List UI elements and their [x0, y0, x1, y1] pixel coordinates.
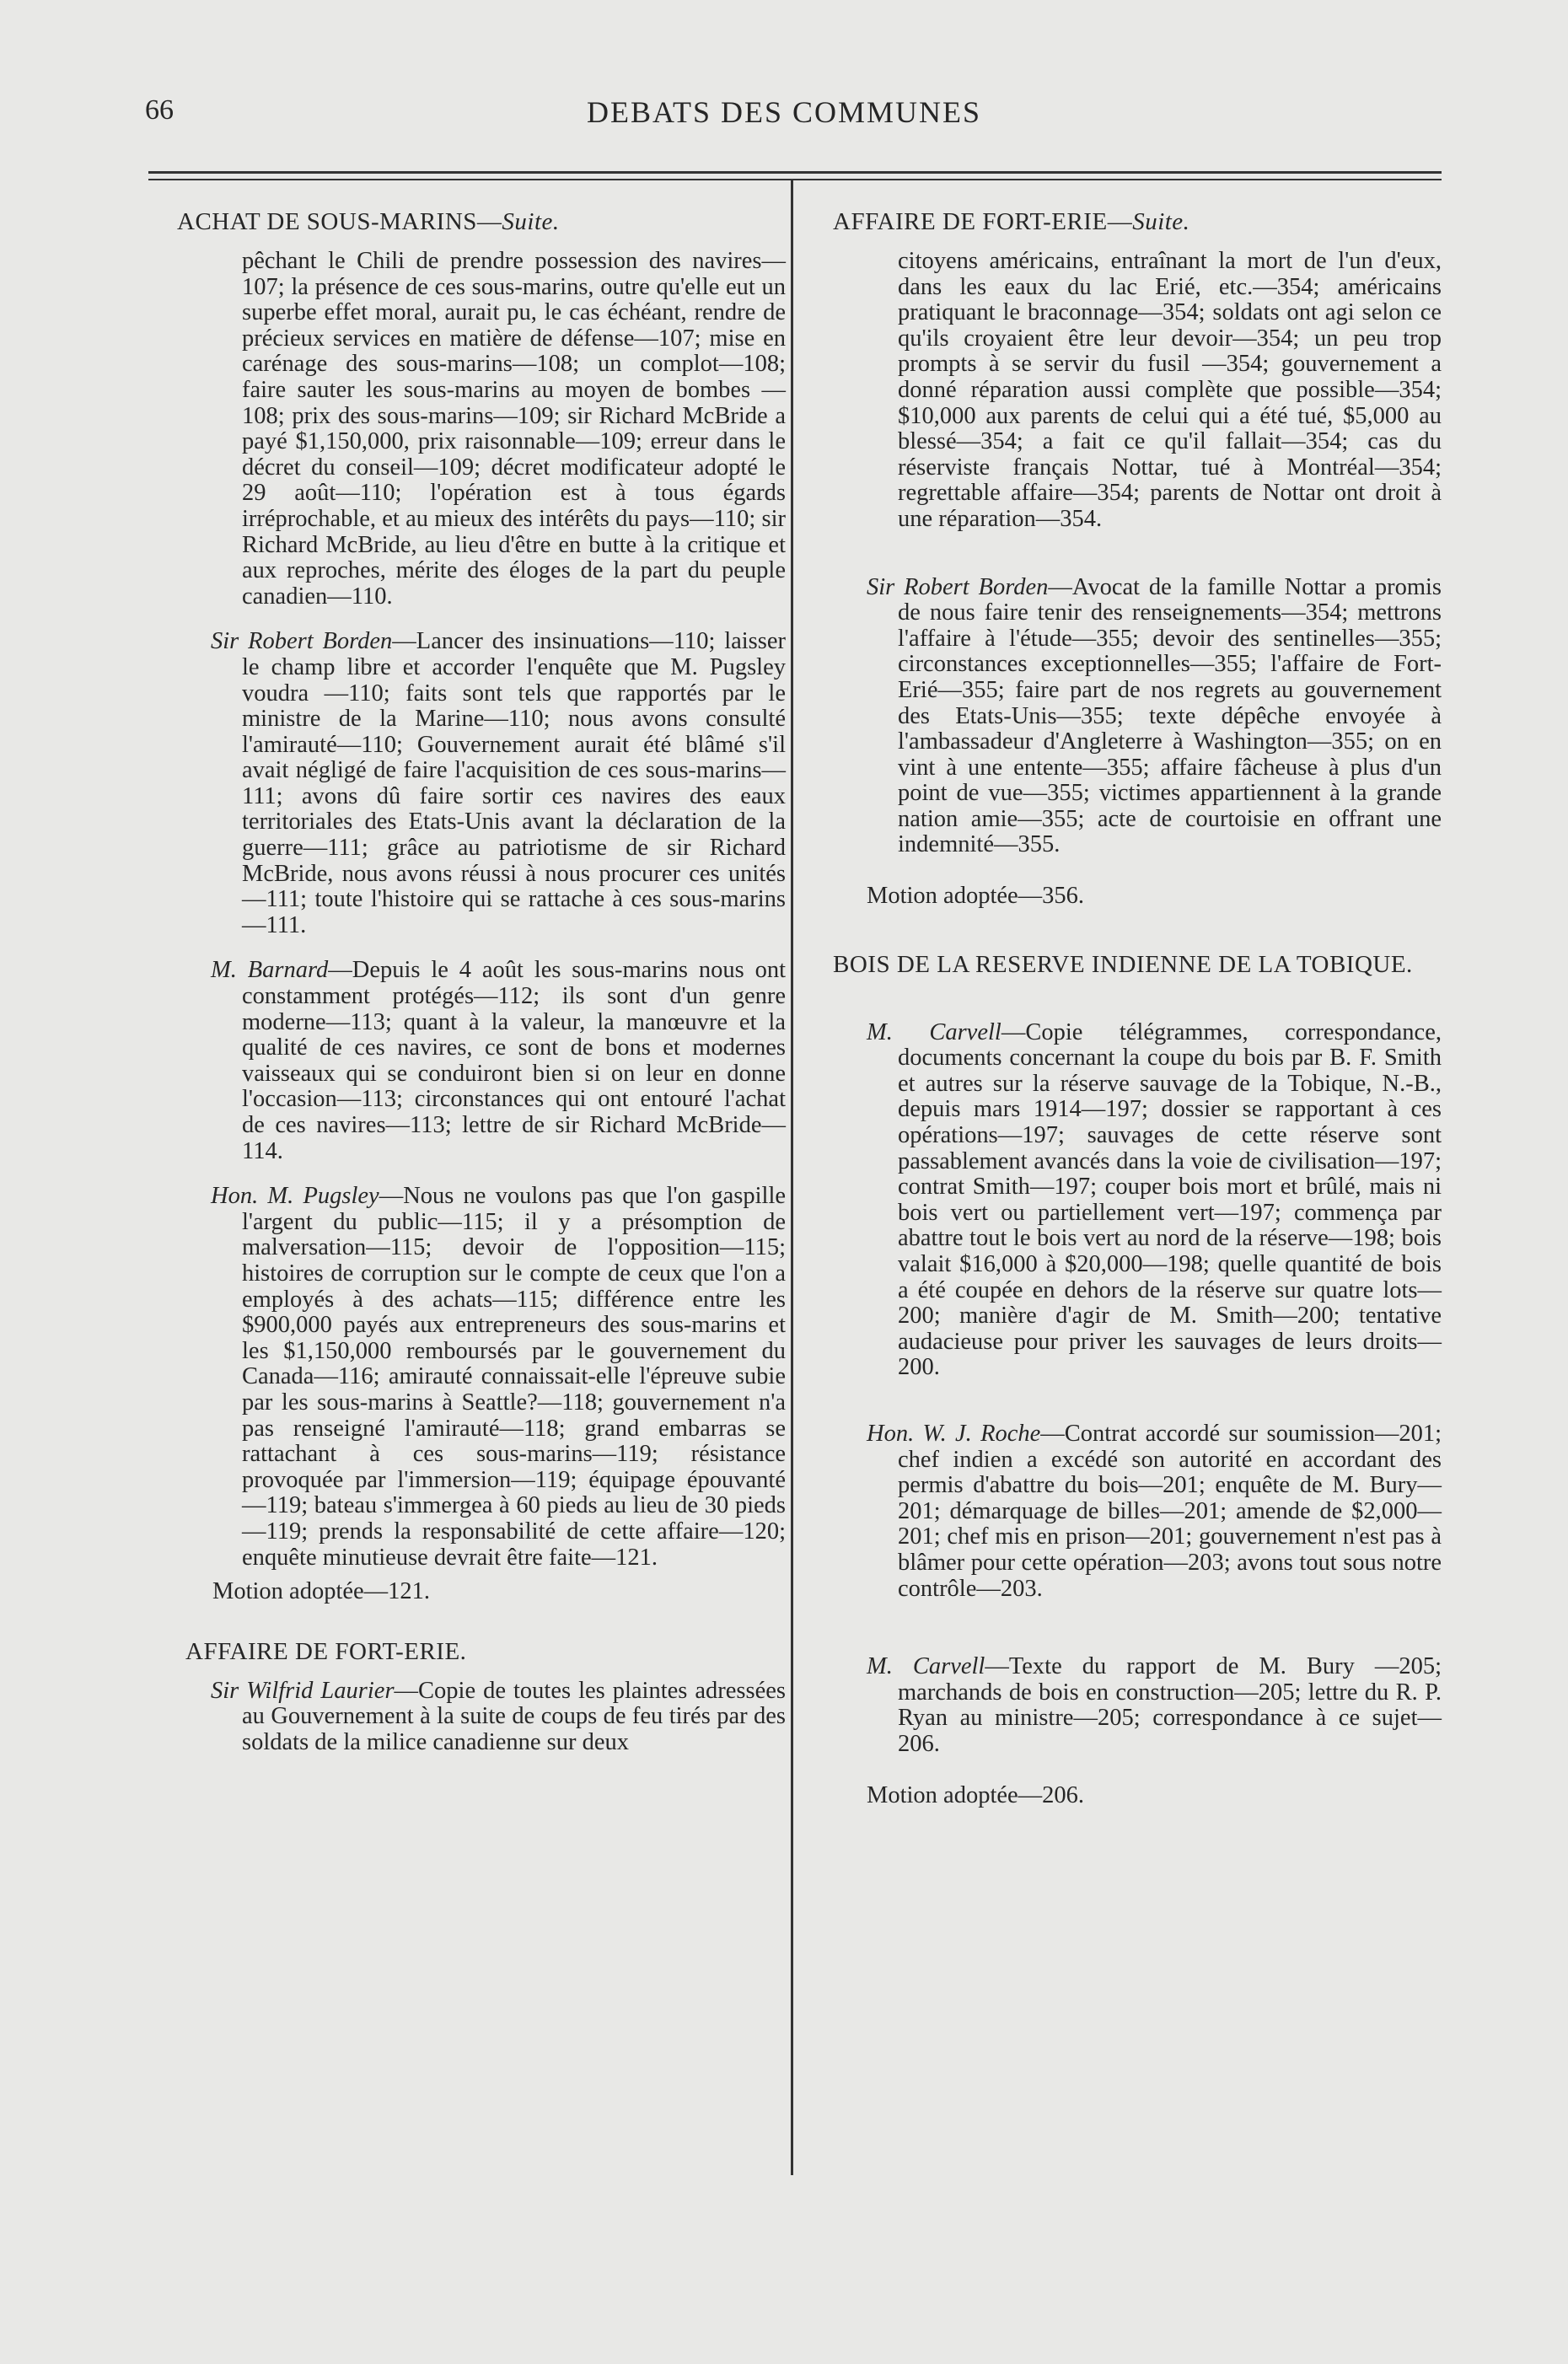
column-divider — [791, 180, 793, 2175]
entry-text: —Copie de toutes les plaintes adressées au Gouvernement à la suite de coups de feu tirés par des soldats de la milice canadienne sur deux — [242, 1677, 786, 1755]
entry-text: —Lancer des insinuations—110; laisser le champ libre et accorder l'enquête que M. Pugsley voudra —110; faits sont tels que rapportés par le ministre de la Marine—110; nous avons consulté l'amirauté—110; Gouvernement aurait été blâmé s'il avait négligé de faire l'acquisition de ces sous-marins—111; avons dû faire sortir ces navires des eaux territoriales des Etats-Unis avant la déclaration de la guerre—111; grâce au patriotisme de sir Richard McBride, nous avons réussi à nous procurer ces unités—111; toute l'histoire qui se rattache à ces sous-marins—111. — [242, 628, 786, 938]
section-title: AFFAIRE DE FORT-ERIE—Suite. — [833, 208, 1190, 235]
index-entry — [833, 1654, 1442, 1757]
page-number: 66 — [145, 94, 174, 126]
motion-result: Motion adoptée—121. — [212, 1578, 431, 1605]
entry-text: —Depuis le 4 août les sous-marins nous ont constamment protégés—112; ils sont d'un genre moderne—113; quant à la valeur, la manœuvre et la qualité de ces navires, ce sont de bons et modernes vaisseaux qui se conduiront bien si on leur en donne l'occasion—113; circonstances qui ont entouré l'achat de ces navires—113; lettre de sir Richard McBride—114. — [242, 957, 786, 1164]
entry-text: —Nous ne voulons pas que l'on gaspille l'argent du public—115; il y a présomption de malversation—115; devoir de l'opposition—115; histoires de corruption sur le compte de ceux que l'on a employés à des achats—115; différence entre les $900,000 payés aux entrepreneurs des sous-marins et les $1,150,000 remboursés par le gouvernement du Canada—116; amirauté connaissait-elle l'épreuve subie par les sous-marins à Seattle?—118; gouvernement n'a pas renseigné l'amirauté—118; grand embarras se rattachant à ces sous-marins—119; résistance provoquée par l'immersion—119; équipage épouvanté—119; bateau s'immergea à 60 pieds au lieu de 30 pieds—119; prends la responsabilité de cette affaire—120; enquête minutieuse devrait être faite—121. — [242, 1183, 787, 1571]
section-title: BOIS DE LA RESERVE INDIENNE DE LA TOBIQUE. — [833, 950, 1413, 978]
index-entry — [177, 1184, 786, 1571]
speaker-name: M. Carvell — [867, 1653, 985, 1680]
left-column — [177, 209, 786, 1775]
entry-text: —Copie télégrammes, correspondance, documents concernant la coupe du bois par B. F. Smith et autres sur la réserve sauvage de la Tobique, N.-B., depuis mars 1914—197; dossier se rapportant à ces opérations—197; sauvages de cette réserve sont passablement avancés dans la voie de civilisation—197; contrat Smith—197; couper bois mort et brûlé, mais ni bois vert ou partiellement vert—197; commença par abattre tout le bois vert au nord de la réserve—198; bois valait $16,000 à $20,000—198; quelle quantité de bois a été coupée en dehors de la réserve sur quatre lots—200; manière d'agir de M. Smith—200; tentative audacieuse pour priver les sauvages de leurs droits—200. — [898, 1018, 1442, 1381]
index-entry — [833, 249, 1442, 533]
index-entry — [177, 629, 786, 938]
entry-text: pêchant le Chili de prendre possession des navires—107; la présence de ces sous-marins, outre qu'elle eut un superbe effet moral, aurait pu, le cas échéant, rendre de précieux services en matière de défense—107; mise en carénage des sous-marins—108; un complot—108; faire sauter les sous-marins au moyen de bombes —108; prix des sous-marins—109; sir Richard McBride a payé $1,150,000, prix raisonnable—109; erreur dans le décret du conseil—109; décret modificateur adopté le 29 août—110; l'opération est à tous égards irréprochable, et au mieux des intérêts du pays—110; sir Richard McBride, au lieu d'être en butte à la critique et aux reproches, mérite des éloges de la part du peuple canadien—110. — [242, 248, 786, 610]
index-entry — [833, 575, 1442, 859]
section-title: AFFAIRE DE FORT-ERIE. — [185, 1637, 467, 1665]
section-title-text: AFFAIRE DE FORT-ERIE — [833, 208, 1108, 235]
index-entry — [177, 1679, 786, 1756]
section-suite: Suite. — [502, 208, 560, 235]
motion-result: Motion adoptée—356. — [867, 883, 1085, 910]
section-suite: Suite. — [1132, 208, 1190, 235]
speaker-name: Hon. W. J. Roche — [867, 1420, 1041, 1447]
entry-text: citoyens américains, entraînant la mort de l'un d'eux, dans les eaux du lac Erié, etc.—354; américains pratiquant le braconnage—354; soldats ont agi selon ce qu'ils croyaient être leur devoir—354; un peu trop prompts à se servir du fusil —354; gouvernement a donné réparation aussi complète que possible—354; $10,000 aux parents de celui qui a été tué, $5,000 au blessé—354; a fait ce qu'il fallait—354; cas du réserviste français Nottar, tué à Montréal—354; regrettable affaire—354; parents de Nottar ont droit à une réparation—354. — [898, 248, 1442, 532]
entry-text: —Contrat accordé sur soumission—201; chef indien a excédé son autorité en accordant des permis d'abattre du bois—201; enquête de M. Bury—201; démarquage de billes—201; amende de $2,000—201; chef mis en prison—201; gouvernement n'est pas à blâmer pour cette opération—203; avons tout sous notre contrôle—203. — [898, 1420, 1442, 1602]
speaker-name: Sir Robert Borden — [867, 573, 1049, 600]
section-title: ACHAT DE SOUS-MARINS—Suite. — [177, 208, 560, 235]
speaker-name: Hon. M. Pugsley — [211, 1183, 379, 1210]
speaker-name: M. Carvell — [867, 1018, 1001, 1045]
header-rule-secondary — [148, 179, 1442, 180]
header-rule — [148, 171, 1442, 174]
index-entry — [177, 249, 786, 610]
right-column — [833, 209, 1442, 1839]
speaker-name: Sir Robert Borden — [211, 628, 393, 655]
speaker-name: M. Barnard — [211, 957, 329, 984]
index-entry — [177, 958, 786, 1164]
index-entry — [833, 1020, 1442, 1381]
section-title-text: ACHAT DE SOUS-MARINS — [177, 208, 477, 235]
entry-text: —Texte du rapport de M. Bury —205; marchands de bois en construction—205; lettre du R. P. Ryan au ministre—205; correspondance à ce sujet—206. — [898, 1653, 1442, 1757]
speaker-name: Sir Wilfrid Laurier — [211, 1677, 395, 1704]
motion-result: Motion adoptée—206. — [867, 1781, 1085, 1808]
running-head: DEBATS DES COMMUNES — [586, 95, 982, 129]
entry-text: —Avocat de la famille Nottar a promis de nous faire tenir des renseignements—354; mettrons l'affaire à l'étude—355; devoir des sentinelles—355; circonstances exceptionnelles—355; l'affaire de Fort-Erié—355; faire part de nos regrets au gouvernement des Etats-Unis—355; texte dépêche envoyée à l'ambassadeur d'Angleterre à Washington—355; on en vint à une entente—355; affaire fâcheuse à plus d'un point de vue—355; victimes appartiennent à la grande nation amie—355; acte de courtoisie en offrant une indemnité—355. — [898, 573, 1442, 858]
index-entry — [833, 1421, 1442, 1602]
